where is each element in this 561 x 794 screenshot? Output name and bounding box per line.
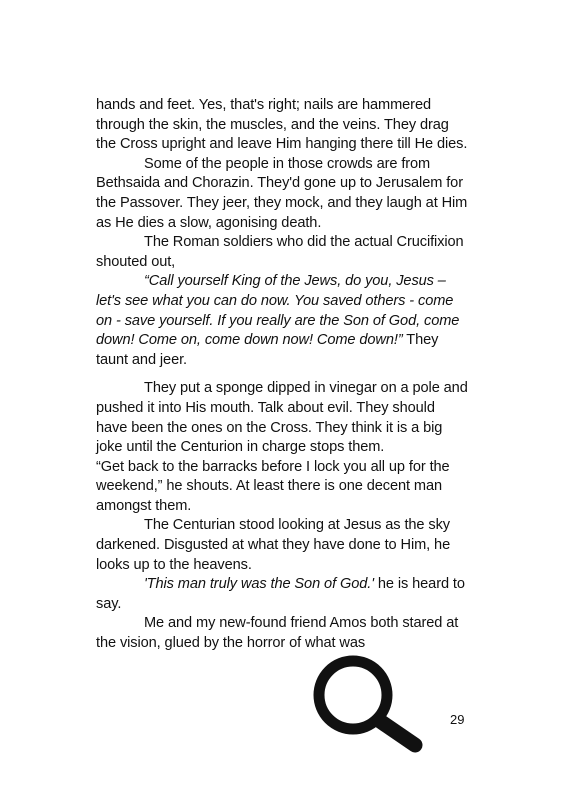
paragraph-4-quote bbox=[96, 272, 468, 370]
centurion-quote-tail: he is heard to say. bbox=[96, 576, 465, 612]
paragraph-7: The Centurian stood looking at Jesus as the sky darkened. Disgusted at what they have done to Him, he looks up to the heavens. bbox=[96, 517, 451, 573]
paragraph-6: “Get back to the barracks before I lock you all up for the weekend,” he shouts. At least there is one decent man amongst them. bbox=[96, 458, 450, 514]
paragraph-5: They put a sponge dipped in vinegar on a pole and pushed it into His mouth. Talk about evil. They should have been the ones on the Cross. They think it is a big joke until the Centurion in charge stops them. bbox=[96, 380, 468, 456]
soldiers-quote-tail: They taunt and jeer. bbox=[96, 332, 439, 368]
paragraph-9: Me and my new-found friend Amos both stared at the vision, glued by the horror of what was bbox=[96, 615, 459, 652]
soldiers-quote: “Call yourself King of the Jews, do you, Jesus – let's see what you can do now. You saved others - come on - save yourself. If you really are the Son of God, come down! Come on, come down now! Come down!” bbox=[96, 273, 460, 349]
paragraph-2: Some of the people in those crowds are from Bethsaida and Chorazin. They'd gone up to Jerusalem for the Passover. They jeer, they mock, and they laugh at Him as He dies a slow, agonising death. bbox=[96, 155, 468, 231]
page-body-text bbox=[96, 96, 468, 654]
paragraph-8-quote bbox=[96, 575, 468, 614]
centurion-quote: 'This man truly was the Son of God.' bbox=[144, 576, 374, 593]
paragraph-1: hands and feet. Yes, that's right; nails are hammered through the skin, the muscles, and the veins. They drag the Cross upright and leave Him hanging there till He dies. bbox=[96, 97, 468, 153]
page-number: 29 bbox=[450, 712, 465, 727]
paragraph-3: The Roman soldiers who did the actual Crucifixion shouted out, bbox=[96, 234, 464, 270]
magnifier-icon[interactable] bbox=[305, 655, 439, 755]
